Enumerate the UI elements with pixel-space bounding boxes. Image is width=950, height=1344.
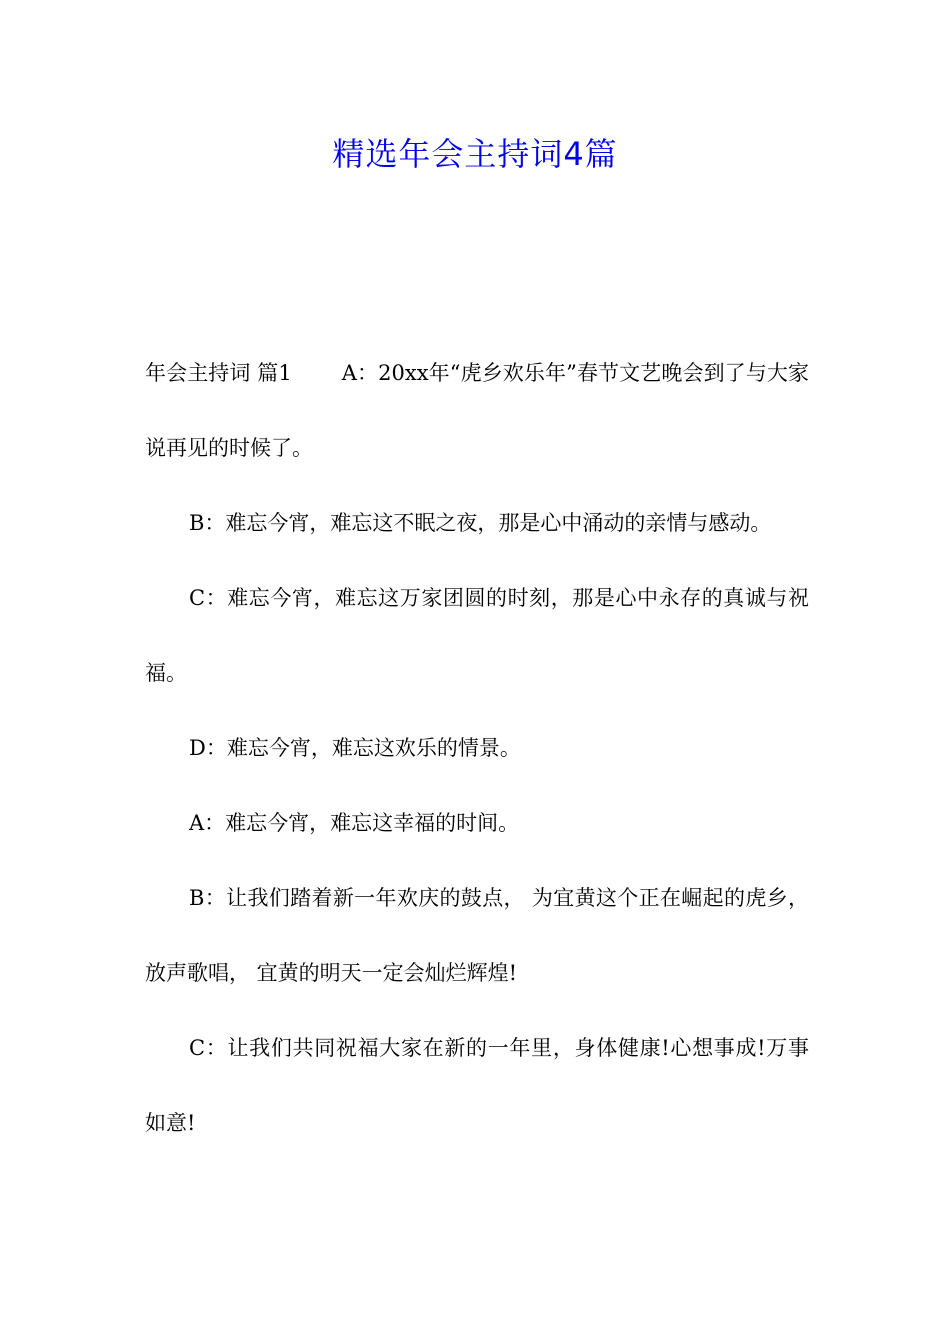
paragraph-3: C：难忘今宵，难忘这万家团圆的时刻，那是心中永存的真诚与祝福。 xyxy=(145,586,809,685)
paragraph-text: A：20xx年“虎乡欢乐年”春节文艺晚会到了与大家说再见的时候了。 xyxy=(145,361,809,460)
section-heading: 年会主持词 篇1 xyxy=(145,361,292,385)
document-title: 精选年会主持词4篇 xyxy=(332,135,618,173)
document-body xyxy=(145,336,809,1161)
paragraph-4: D：难忘今宵，难忘这欢乐的情景。 xyxy=(189,736,521,760)
paragraph-7: C：让我们共同祝福大家在新的一年里，身体健康!心想事成!万事如意! xyxy=(145,1036,809,1135)
paragraph-1 xyxy=(145,336,809,486)
paragraph-2: B：难忘今宵，难忘这不眠之夜，那是心中涌动的亲情与感动。 xyxy=(189,511,772,535)
paragraph-6: B：让我们踏着新一年欢庆的鼓点， 为宜黄这个正在崛起的虎乡， 放声歌唱， 宜黄的明天一定会灿烂辉煌! xyxy=(145,886,809,985)
paragraph-5: A：难忘今宵，难忘这幸福的时间。 xyxy=(189,811,520,835)
